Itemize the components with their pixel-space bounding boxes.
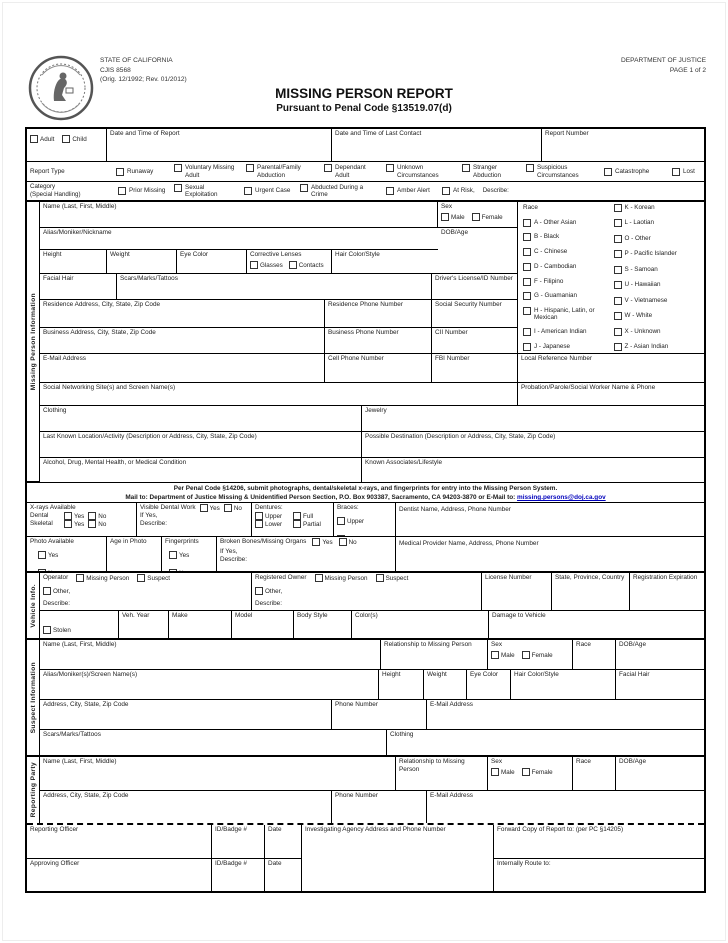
dentures-cell: Dentures: Upper Full Lower Partial bbox=[252, 503, 334, 536]
child-label: Child bbox=[72, 135, 87, 143]
suspect-address-field[interactable]: Address, City, State, Zip Code bbox=[40, 700, 332, 729]
report-type-row bbox=[27, 162, 704, 182]
xray-dental-row bbox=[27, 503, 704, 537]
mp-residence-row bbox=[40, 300, 517, 328]
mp-probation-field[interactable]: Probation/Parole/Social Worker Name & Phone bbox=[521, 384, 656, 391]
internally-route-field[interactable]: Internally Route to: bbox=[497, 859, 551, 867]
braces-upper-checkbox[interactable] bbox=[337, 517, 345, 525]
race-o-checkbox[interactable] bbox=[614, 235, 622, 243]
mp-male-checkbox[interactable] bbox=[441, 213, 449, 221]
fingerprints-cell: Fingerprints Yes bbox=[162, 537, 217, 571]
race-s-checkbox[interactable] bbox=[614, 266, 622, 274]
officers-section bbox=[27, 823, 704, 891]
mp-residence-address-field[interactable]: Residence Address, City, State, Zip Code bbox=[40, 300, 325, 327]
missing-person-section-upper bbox=[27, 202, 704, 482]
suspect-race-field[interactable]: Race bbox=[573, 640, 616, 669]
dependant-adult-checkbox[interactable] bbox=[324, 164, 332, 172]
contacts-checkbox[interactable] bbox=[289, 261, 297, 269]
license-number-field[interactable]: License Number bbox=[482, 573, 552, 610]
photo-fingerprint-row bbox=[27, 537, 704, 571]
vehicle-operator-cell: Operator Missing Person Suspect Other, Describe: bbox=[40, 573, 252, 610]
suspect-male-checkbox[interactable] bbox=[491, 651, 499, 659]
adult-checkbox[interactable] bbox=[30, 135, 38, 143]
mp-facial-row bbox=[40, 274, 517, 300]
amber-alert-checkbox[interactable] bbox=[386, 187, 394, 195]
vehicle-operator-row bbox=[40, 573, 704, 611]
child-checkbox[interactable] bbox=[62, 135, 70, 143]
mp-dob-field[interactable]: DOB/Age bbox=[441, 229, 468, 236]
adult-child-cell bbox=[27, 129, 107, 161]
operator-suspect-checkbox[interactable] bbox=[137, 574, 145, 582]
missing-person-sidebar: Missing Person Information bbox=[27, 202, 40, 482]
suspect-phone-field[interactable]: Phone Number bbox=[332, 700, 427, 729]
suspect-alias-row bbox=[40, 670, 704, 700]
vehicle-sidebar: Vehicle Info. bbox=[27, 573, 40, 638]
header-right-block bbox=[621, 56, 706, 75]
race-b-checkbox[interactable] bbox=[523, 233, 531, 241]
mp-possible-destination-field[interactable]: Possible Destination (Description or Address, City, State, Zip Code) bbox=[365, 433, 556, 440]
dentures-lower-checkbox[interactable] bbox=[255, 520, 263, 528]
vehicle-registered-owner-cell: Registered Owner Missing Person Suspect Other, Describe: bbox=[252, 573, 482, 610]
reporting-address-field[interactable]: Address, City, State, Zip Code bbox=[40, 791, 332, 823]
mp-cii-field[interactable]: CII Number bbox=[435, 329, 468, 336]
suspect-section bbox=[27, 638, 704, 755]
form-title: MISSING PERSON REPORT bbox=[275, 86, 453, 101]
forward-copy-field[interactable]: Forward Copy of Report to: (per PC §14205) bbox=[494, 825, 704, 859]
veh-year-field[interactable]: Veh. Year bbox=[119, 611, 169, 638]
suspect-hair-field[interactable]: Hair Color/Style bbox=[511, 670, 616, 699]
reporting-male-checkbox[interactable] bbox=[491, 768, 499, 776]
operator-other-checkbox[interactable] bbox=[43, 587, 51, 595]
unknown-circumstances-checkbox[interactable] bbox=[386, 164, 394, 172]
mp-residence-phone-field[interactable]: Residence Phone Number bbox=[325, 300, 432, 327]
urgent-case-checkbox[interactable] bbox=[244, 187, 252, 195]
suspect-height-field[interactable]: Height bbox=[379, 670, 424, 699]
reporting-race-field[interactable]: Race bbox=[573, 757, 616, 790]
age-in-photo-field[interactable]: Age in Photo bbox=[107, 537, 162, 571]
suspect-relationship-field[interactable]: Relationship to Missing Person bbox=[381, 640, 488, 669]
vehicle-detail-row bbox=[40, 611, 704, 638]
approving-officer-date-field[interactable]: Date bbox=[268, 859, 282, 867]
mp-fbi-field[interactable]: FBI Number bbox=[435, 355, 470, 362]
reporting-sex-field: Sex Male Female bbox=[488, 757, 573, 790]
colors-field[interactable]: Color(s) bbox=[352, 611, 489, 638]
suspicious-circumstances-checkbox[interactable] bbox=[526, 164, 534, 172]
race-z-checkbox[interactable] bbox=[614, 343, 622, 351]
body-style-field[interactable]: Body Style bbox=[294, 611, 352, 638]
notice-line1: Per Penal Code §14206, submit photographs, dental/skeletal x-rays, and fingerprints for entry into the Missing Person System. bbox=[173, 485, 558, 492]
mp-sex-field: Sex Male Female bbox=[441, 203, 503, 221]
runaway-checkbox[interactable] bbox=[116, 168, 124, 176]
suspect-female-checkbox[interactable] bbox=[522, 651, 530, 659]
page-number-label: PAGE 1 of 2 bbox=[669, 66, 706, 74]
make-field[interactable]: Make bbox=[169, 611, 232, 638]
skeletal-xray-no-checkbox[interactable] bbox=[88, 520, 96, 528]
owner-missing-person-checkbox[interactable] bbox=[315, 574, 323, 582]
visible-dental-yes-checkbox[interactable] bbox=[200, 504, 208, 512]
dentures-full-checkbox[interactable] bbox=[293, 512, 301, 520]
medical-provider-field[interactable]: Medical Provider Name, Address, Phone Number bbox=[399, 540, 539, 547]
mp-social-row bbox=[40, 382, 704, 406]
suspect-clothing-field[interactable]: Clothing bbox=[390, 731, 414, 738]
reporting-address-row bbox=[40, 791, 704, 823]
race-label: Race bbox=[523, 204, 538, 211]
damage-field[interactable]: Damage to Vehicle bbox=[492, 612, 546, 619]
mp-last-known-row bbox=[40, 432, 704, 458]
reporting-name-field[interactable]: Name (Last, First, Middle) bbox=[40, 757, 396, 790]
mp-alias-height-block bbox=[40, 228, 438, 273]
visible-dental-work-cell: Visible Dental Work Yes No If Yes, Describe: bbox=[137, 503, 252, 536]
suspect-alias-field[interactable]: Alias/Moniker(s)/Screen Name(s) bbox=[40, 670, 379, 699]
braces-lower-checkbox[interactable] bbox=[337, 535, 345, 536]
approving-officer-field[interactable]: Approving Officer bbox=[30, 859, 80, 867]
revision-label: (Orig. 12/1992; Rev. 01/2012) bbox=[100, 76, 187, 84]
reporting-email-field[interactable]: E-Mail Address bbox=[430, 792, 473, 799]
mp-name-row bbox=[40, 202, 517, 228]
prior-missing-checkbox[interactable] bbox=[118, 187, 126, 195]
mp-scars-field[interactable]: Scars/Marks/Tattoos bbox=[117, 274, 432, 299]
category-label: Category (Special Handling) bbox=[30, 183, 81, 198]
mp-left-column bbox=[40, 202, 518, 382]
mp-clothing-row bbox=[40, 406, 704, 432]
owner-suspect-checkbox[interactable] bbox=[376, 574, 384, 582]
mp-social-field[interactable]: Social Networking Site(s) and Screen Name(s) bbox=[40, 383, 518, 405]
category-row bbox=[27, 182, 704, 202]
mp-alias-dob-row bbox=[40, 228, 517, 274]
doj-email-link[interactable]: missing.persons@doj.ca.gov bbox=[517, 493, 606, 501]
race-h-checkbox[interactable] bbox=[523, 307, 531, 315]
department-label: DEPARTMENT OF JUSTICE bbox=[621, 57, 706, 64]
mp-local-ref-field[interactable]: Local Reference Number bbox=[521, 355, 593, 362]
date-last-contact-field[interactable]: Date and Time of Last Contact bbox=[332, 129, 542, 161]
report-number-field[interactable]: Report Number bbox=[545, 130, 589, 137]
at-risk-checkbox[interactable] bbox=[442, 187, 450, 195]
race-f-checkbox[interactable] bbox=[523, 278, 531, 286]
race-x-checkbox[interactable] bbox=[614, 328, 622, 336]
fingerprints-no-checkbox[interactable] bbox=[169, 569, 177, 571]
race-i-checkbox[interactable] bbox=[523, 328, 531, 336]
mp-clothing-field[interactable]: Clothing bbox=[40, 406, 362, 431]
mp-alcohol-row bbox=[40, 458, 704, 482]
mp-facial-hair-field[interactable]: Facial Hair bbox=[40, 274, 117, 299]
reporting-phone-field[interactable]: Phone Number bbox=[332, 791, 427, 823]
mp-name-field[interactable]: Name (Last, First, Middle) bbox=[40, 202, 438, 227]
reporting-officer-date-field[interactable]: Date bbox=[265, 825, 301, 859]
race-u-checkbox[interactable] bbox=[614, 281, 622, 289]
race-left-column: Race A - Other Asian B - Black C - Chinese D - Cambodian F - Filipino G - Guamanian H - Hispanic, Latin, or Mexican I - American Indian J - Japanese bbox=[523, 204, 612, 351]
race-k-checkbox[interactable] bbox=[614, 204, 622, 212]
race-right-column: K - Korean L - Laotian O - Other P - Pacific Islander S - Samoan U - Hawaiian V - Vietnamese W - White X - Unknown Z - Asian Indian bbox=[614, 204, 703, 351]
sexual-exploitation-checkbox[interactable] bbox=[174, 184, 182, 192]
voluntary-missing-adult-checkbox[interactable] bbox=[174, 164, 182, 172]
penal-code-notice bbox=[27, 482, 704, 503]
reporting-party-sidebar: Reporting Party bbox=[27, 757, 40, 823]
mp-race-column bbox=[518, 202, 704, 382]
mp-cell-phone-field[interactable]: Cell Phone Number bbox=[325, 354, 432, 382]
race-p-checkbox[interactable] bbox=[614, 250, 622, 258]
suspect-name-field[interactable]: Name (Last, First, Middle) bbox=[40, 640, 381, 669]
mp-alcohol-field[interactable]: Alcohol, Drug, Mental Health, or Medical Condition bbox=[40, 458, 362, 482]
state-label: STATE OF CALIFORNIA bbox=[100, 57, 173, 64]
approving-officer-id-field[interactable]: ID/Badge # bbox=[215, 859, 247, 867]
suspect-name-row bbox=[40, 640, 704, 670]
race-a-checkbox[interactable] bbox=[523, 219, 531, 227]
broken-bones-yes-checkbox[interactable] bbox=[312, 538, 320, 546]
report-type-cell: Report Type Runaway Voluntary Missing Adult Parental/Family Abduction Dependant Adult Unknown Circumstances Stranger Abduction Suspicious Circumstances Catastrophe Lost bbox=[30, 164, 695, 179]
suspect-scars-field[interactable]: Scars/Marks/Tattoos bbox=[40, 730, 387, 755]
mp-race-cell bbox=[518, 202, 704, 354]
mp-ssn-field[interactable]: Social Security Number bbox=[435, 301, 502, 308]
owner-other-checkbox[interactable] bbox=[255, 587, 263, 595]
form-id-label: CJIS 8568 bbox=[100, 66, 131, 74]
mp-height-field[interactable]: Height bbox=[40, 250, 107, 273]
report-type-label: Report Type bbox=[30, 167, 65, 175]
glasses-checkbox[interactable] bbox=[250, 261, 258, 269]
mp-business-phone-field[interactable]: Business Phone Number bbox=[325, 328, 432, 353]
dental-xray-yes-checkbox[interactable] bbox=[64, 512, 72, 520]
suspect-sidebar: Suspect Information bbox=[27, 640, 40, 755]
mp-business-row bbox=[40, 328, 517, 354]
mp-upper-block bbox=[40, 202, 704, 382]
mp-corrective-lenses-field: Corrective Lenses Glasses Contacts bbox=[247, 250, 332, 273]
suspect-scars-row bbox=[40, 730, 704, 755]
header-left-block bbox=[100, 56, 187, 85]
xrays-available-cell: X-rays Available Dental Yes No Skeletal Yes No bbox=[27, 503, 137, 536]
mp-email-field[interactable]: E-Mail Address bbox=[40, 354, 325, 382]
mp-eye-color-field[interactable]: Eye Color bbox=[177, 250, 247, 273]
mp-last-known-field[interactable]: Last Known Location/Activity (Description or Address, City, State, Zip Code) bbox=[40, 432, 362, 457]
model-field[interactable]: Model bbox=[232, 611, 294, 638]
race-w-checkbox[interactable] bbox=[614, 312, 622, 320]
abducted-during-crime-checkbox[interactable] bbox=[300, 184, 308, 192]
dentures-partial-checkbox[interactable] bbox=[293, 520, 301, 528]
suspect-address-row bbox=[40, 700, 704, 730]
suspect-email-field[interactable]: E-Mail Address bbox=[430, 701, 473, 708]
photo-no-checkbox[interactable] bbox=[38, 569, 46, 571]
mp-associates-field[interactable]: Known Associates/Lifestyle bbox=[365, 459, 443, 466]
mp-female-checkbox[interactable] bbox=[472, 213, 480, 221]
investigating-agency-field[interactable]: Investigating Agency Address and Phone Number bbox=[305, 826, 446, 833]
mp-weight-field[interactable]: Weight bbox=[107, 250, 177, 273]
mp-dl-number-field[interactable]: Driver's License/ID Number bbox=[435, 275, 513, 282]
mp-alias-field[interactable]: Alias/Moniker/Nickname bbox=[43, 229, 112, 236]
suspect-dob-field[interactable]: DOB/Age bbox=[619, 641, 646, 648]
race-v-checkbox[interactable] bbox=[614, 297, 622, 305]
mp-alias-row bbox=[40, 228, 438, 250]
form-subtitle: Pursuant to Penal Code §13519.07(d) bbox=[276, 103, 452, 114]
lost-checkbox[interactable] bbox=[672, 168, 680, 176]
stolen-cell: Stolen bbox=[40, 611, 119, 638]
braces-cell: Braces: Upper bbox=[334, 503, 396, 536]
operator-missing-person-checkbox[interactable] bbox=[76, 574, 84, 582]
reporting-dob-field[interactable]: DOB/Age bbox=[619, 758, 646, 765]
dentist-field[interactable]: Dentist Name, Address, Phone Number bbox=[399, 506, 511, 513]
reporting-officer-id-field[interactable]: ID/Badge # bbox=[212, 825, 264, 859]
mp-jewelry-field[interactable]: Jewelry bbox=[365, 407, 387, 414]
visible-dental-no-checkbox[interactable] bbox=[224, 504, 232, 512]
adult-label: Adult bbox=[40, 135, 55, 143]
suspect-eye-color-field[interactable]: Eye Color bbox=[467, 670, 511, 699]
photo-available-cell: Photo Available Yes bbox=[27, 537, 107, 571]
report-meta-row bbox=[27, 129, 704, 162]
race-g-checkbox[interactable] bbox=[523, 292, 531, 300]
skeletal-xray-yes-checkbox[interactable] bbox=[64, 520, 72, 528]
reporting-name-row bbox=[40, 757, 704, 791]
missing-person-content bbox=[40, 202, 704, 482]
race-c-checkbox[interactable] bbox=[523, 248, 531, 256]
mp-physical-row bbox=[40, 250, 438, 273]
race-d-checkbox[interactable] bbox=[523, 263, 531, 271]
reporting-relationship-field[interactable]: Relationship to Missing Person bbox=[396, 757, 488, 790]
dental-xray-no-checkbox[interactable] bbox=[88, 512, 96, 520]
vehicle-state-field[interactable]: State, Province, Country bbox=[552, 573, 630, 610]
photo-yes-checkbox[interactable] bbox=[38, 551, 46, 559]
broken-bones-cell: Broken Bones/Missing Organs Yes No If Yes, Describe: bbox=[217, 537, 396, 571]
dentures-upper-checkbox[interactable] bbox=[255, 512, 263, 520]
broken-bones-no-checkbox[interactable] bbox=[339, 538, 347, 546]
race-j-checkbox[interactable] bbox=[523, 343, 531, 351]
reporting-party-section bbox=[27, 755, 704, 823]
reporting-officer-field[interactable]: Reporting Officer bbox=[27, 825, 211, 859]
suspect-sex-field: Sex Male Female bbox=[488, 640, 573, 669]
registration-expiration-field[interactable]: Registration Expiration bbox=[633, 574, 698, 581]
reporting-female-checkbox[interactable] bbox=[522, 768, 530, 776]
mp-business-address-field[interactable]: Business Address, City, State, Zip Code bbox=[40, 328, 325, 353]
stolen-checkbox[interactable] bbox=[43, 626, 51, 634]
date-of-report-field[interactable]: Date and Time of Report bbox=[107, 129, 332, 161]
suspect-facial-hair-field[interactable]: Facial Hair bbox=[619, 671, 650, 678]
parental-family-abduction-checkbox[interactable] bbox=[246, 164, 254, 172]
race-l-checkbox[interactable] bbox=[614, 219, 622, 227]
suspect-weight-field[interactable]: Weight bbox=[424, 670, 467, 699]
notice-line2: Mail to: Department of Justice Missing & Unidentified Person Section, P.O. Box 903387, Sacramento, CA 94203-3870 or E-Mail to: bbox=[125, 493, 516, 501]
mp-hair-field[interactable]: Hair Color/Style bbox=[335, 251, 380, 258]
vehicle-section bbox=[27, 571, 704, 638]
missing-person-report-form bbox=[25, 127, 706, 893]
stranger-abduction-checkbox[interactable] bbox=[462, 164, 470, 172]
category-cell: Category (Special Handling) Prior Missing Sexual Exploitation Urgent Case Abducted During a Crime Amber Alert At Risk, Describe: bbox=[30, 183, 509, 198]
at-risk-describe-label: Describe: bbox=[482, 187, 509, 195]
fingerprints-yes-checkbox[interactable] bbox=[169, 551, 177, 559]
catastrophe-checkbox[interactable] bbox=[604, 168, 612, 176]
mp-email-row bbox=[40, 354, 517, 382]
